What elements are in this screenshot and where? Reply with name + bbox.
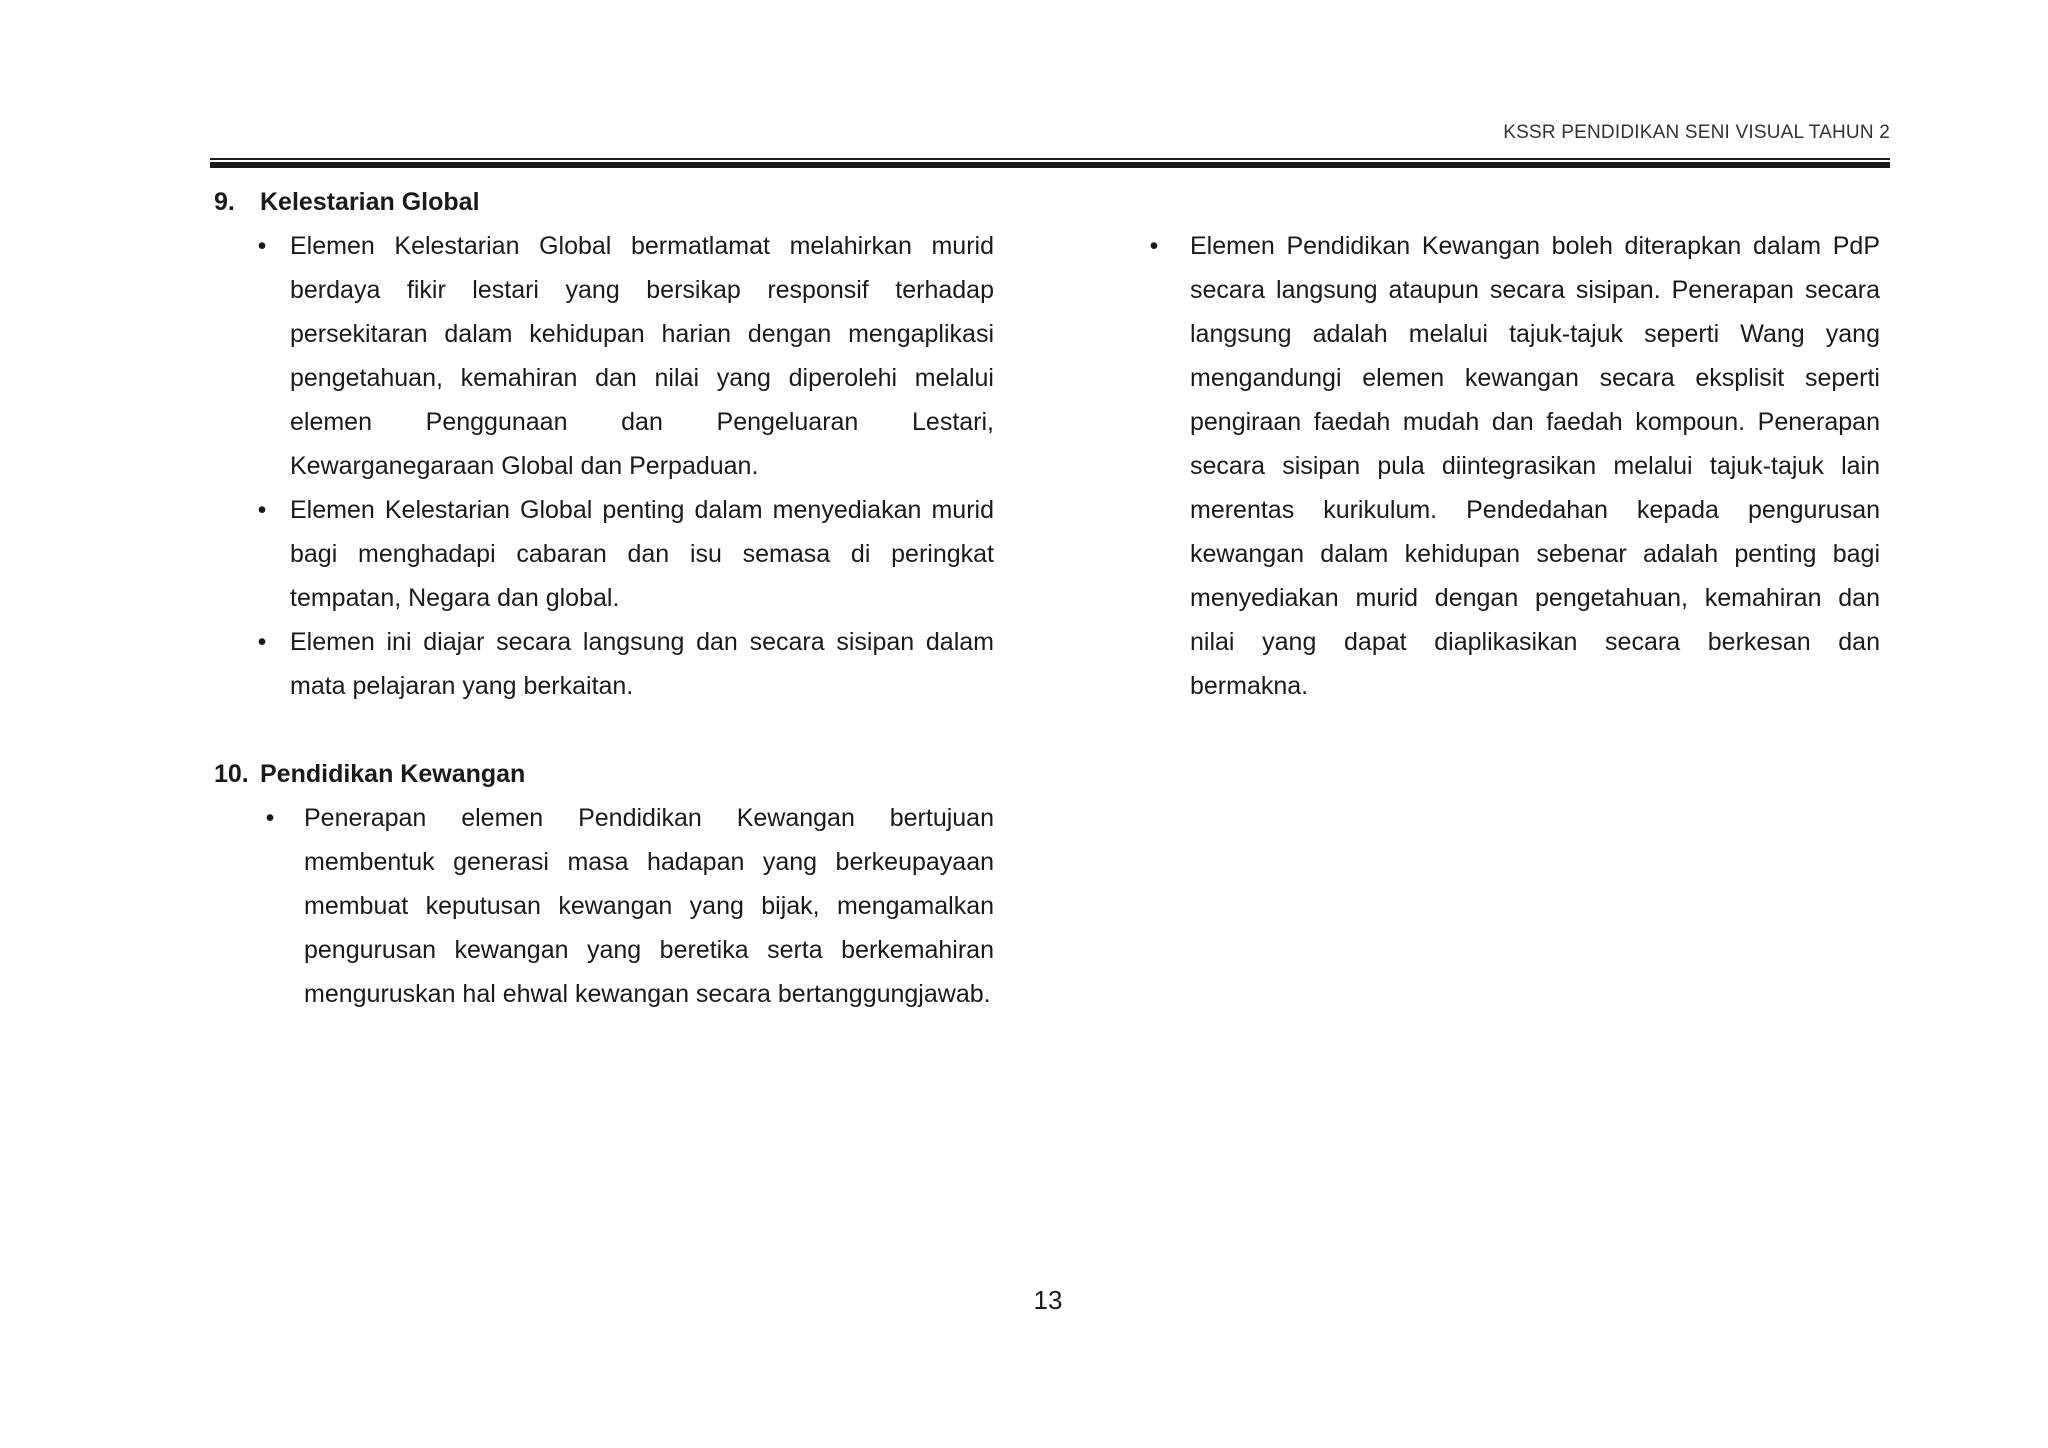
list-item-text: Elemen Kelestarian Global penting dalam menyediakan murid bagi menghadapi cabaran dan isu semasa di peringkat tempatan, Negara dan global. (290, 496, 994, 612)
running-header: KSSR PENDIDIKAN SENI VISUAL TAHUN 2 (1503, 122, 1890, 143)
page-number: 13 (1033, 1285, 1063, 1315)
bullet-list (214, 224, 994, 708)
bullet-list (1138, 224, 1880, 708)
list-item-text: Elemen Kelestarian Global bermatlamat melahirkan murid berdaya fikir lestari yang bersikap responsif terhadap persekitaran dalam kehidupan harian dengan mengaplikasi pengetahuan, kemahiran dan nilai yang diperolehi melalui elemen Penggunaan dan Pengeluaran Lestari, Kewarganegaraan Global dan Perpaduan. (290, 232, 994, 480)
section-heading (214, 180, 994, 224)
section-number: 10. (214, 760, 249, 788)
bullet-icon: • (257, 628, 267, 656)
list-item (1138, 224, 1880, 708)
list-item (214, 224, 994, 488)
list-item (214, 620, 994, 708)
section-heading (214, 752, 994, 796)
bullet-icon: • (265, 804, 275, 832)
bullet-icon: • (1149, 232, 1159, 260)
right-column (1138, 180, 1880, 708)
bullet-icon: • (257, 496, 267, 524)
header-rule (210, 158, 1890, 168)
left-column (214, 180, 994, 1016)
section-title: Pendidikan Kewangan (260, 760, 526, 788)
list-item (214, 796, 994, 1016)
list-item (214, 488, 994, 620)
list-item-text: Elemen Pendidikan Kewangan boleh diterapkan dalam PdP secara langsung ataupun secara sisipan. Penerapan secara langsung adalah melalui tajuk-tajuk seperti Wang yang mengandungi elemen kewangan secara eksplisit seperti pengiraan faedah mudah dan faedah kompoun. Penerapan secara sisipan pula diintegrasikan melalui tajuk-tajuk lain merentas kurikulum. Pendedahan kepada pengurusan kewangan dalam kehidupan sebenar adalah penting bagi menyediakan murid dengan pengetahuan, kemahiran dan nilai yang dapat diaplikasikan secara berkesan dan bermakna. (1190, 232, 1880, 700)
section-title: Kelestarian Global (260, 188, 480, 216)
bullet-icon: • (257, 232, 267, 260)
bullet-list (214, 796, 994, 1016)
list-item-text: Penerapan elemen Pendidikan Kewangan bertujuan membentuk generasi masa hadapan yang berkeupayaan membuat keputusan kewangan yang bijak, mengamalkan pengurusan kewangan yang beretika serta berkemahiran menguruskan hal ehwal kewangan secara bertanggungjawab. (304, 804, 994, 1008)
section-pendidikan-kewangan (214, 752, 994, 1016)
list-item-text: Elemen ini diajar secara langsung dan secara sisipan dalam mata pelajaran yang berkaitan. (290, 628, 994, 700)
section-number: 9. (214, 188, 235, 216)
section-kelestarian-global (214, 180, 994, 708)
